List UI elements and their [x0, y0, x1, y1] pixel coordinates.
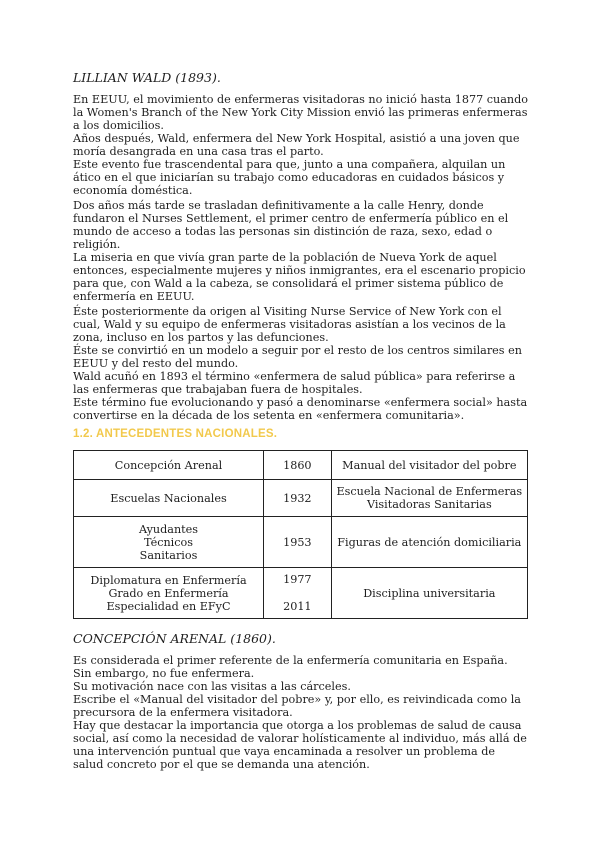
- cell-line: Especialidad en EFyC: [106, 599, 231, 613]
- cell-line: Visitadoras Sanitarias: [366, 498, 492, 511]
- table-cell: [264, 568, 332, 619]
- table-cell: Manual del visitador del pobre: [331, 451, 527, 480]
- cell-line: Sanitarios: [139, 548, 198, 562]
- table-cell: Concepción Arenal: [74, 451, 264, 480]
- paragraph: La miseria en que vivía gran parte de la población de Nueva York de aquel entonces, especialmente mujeres y niños inmigrantes, era el escenario propicio para que, con Wald a la cabeza, se consolidará el primer sistema público de enfermería en EEUU.: [73, 251, 526, 303]
- cell-line: Grado en Enfermería: [108, 586, 229, 600]
- paragraph: Escribe el «Manual del visitador del pobre» y, por ello, es reivindicada como la precursora de la enfermera visitadora.: [73, 693, 521, 719]
- cell-line: Ayudantes: [138, 522, 199, 536]
- paragraph: Este término fue evolucionando y pasó a denominarse «enfermera social» hasta convertirse en la década de los setenta en «enfermera comunitaria».: [73, 396, 528, 422]
- table-cell: 1860: [264, 451, 332, 480]
- section-title: 1.2. ANTECEDENTES NACIONALES.: [73, 428, 278, 440]
- paragraph: Éste se convirtió en un modelo a seguir por el resto de los centros similares en EEUU y del resto del mundo.: [73, 344, 522, 370]
- cell-line: Diplomatura en Enfermería: [90, 573, 247, 587]
- table-cell: [74, 517, 264, 568]
- paragraph: Su motivación nace con las visitas a las cárceles.: [73, 680, 351, 693]
- table-cell: 1932: [264, 480, 332, 517]
- table-cell: [74, 568, 264, 619]
- table-cell: Escuelas Nacionales: [74, 480, 264, 517]
- antecedentes-table: [73, 450, 528, 619]
- cell-line: Técnicos: [143, 535, 193, 549]
- table-row: [74, 480, 528, 517]
- paragraph: Dos años más tarde se trasladan definitivamente a la calle Henry, donde fundaron el Nurses Settlement, el primer centro de enfermería público en el mundo de acceso a todas las personas sin distinción de raza, sexo, edad o religión.: [73, 199, 509, 251]
- heading-lillian-wald: LILLIAN WALD (1893).: [73, 70, 221, 85]
- table-row: [74, 568, 528, 619]
- paragraph: Wald acuñó en 1893 el término «enfermera de salud pública» para referirse a las enfermeras que trabajaban fuera de hospitales.: [73, 370, 516, 396]
- cell-line: Escuela Nacional de Enfermeras: [336, 485, 523, 498]
- paragraph: Es considerada el primer referente de la enfermería comunitaria en España. Sin embargo, no fue enfermera.: [73, 654, 508, 680]
- paragraph: En EEUU, el movimiento de enfermeras visitadoras no inició hasta 1877 cuando la Women's Branch of the New York City Mission envió las primeras enfermeras a los domicilios.: [73, 93, 529, 132]
- table-cell: [331, 480, 527, 517]
- paragraph: Años después, Wald, enfermera del New York Hospital, asistió a una joven que moría desangrada en una casa tras el parto.: [73, 132, 520, 158]
- heading-concepcion-arenal: CONCEPCIÓN ARENAL (1860).: [73, 631, 276, 646]
- cell-line: 1977: [283, 573, 312, 586]
- cell-line: 2011: [283, 600, 312, 613]
- table-cell: Figuras de atención domiciliaria: [331, 517, 527, 568]
- table-cell: 1953: [264, 517, 332, 568]
- paragraph: Hay que destacar la importancia que otorga a los problemas de salud de causa social, así como la necesidad de valorar holísticamente al individuo, más allá de una intervención puntual que vaya encaminada a resolver un problema de salud concreto por el que se demanda una atención.: [73, 719, 527, 771]
- document-page: [73, 70, 528, 771]
- paragraph: Éste posteriormente da origen al Visiting Nurse Service of New York con el cual, Wald y su equipo de enfermeras visitadoras asistían a los vecinos de la zona, incluso en los partos y las defunciones.: [73, 305, 506, 344]
- paragraph: Este evento fue trascendental para que, junto a una compañera, alquilan un ático en el que iniciarían su trabajo como educadoras en cuidados básicos y economía doméstica.: [73, 158, 506, 197]
- table-row: [74, 517, 528, 568]
- table-cell: Disciplina universitaria: [331, 568, 527, 619]
- table-row: [74, 451, 528, 480]
